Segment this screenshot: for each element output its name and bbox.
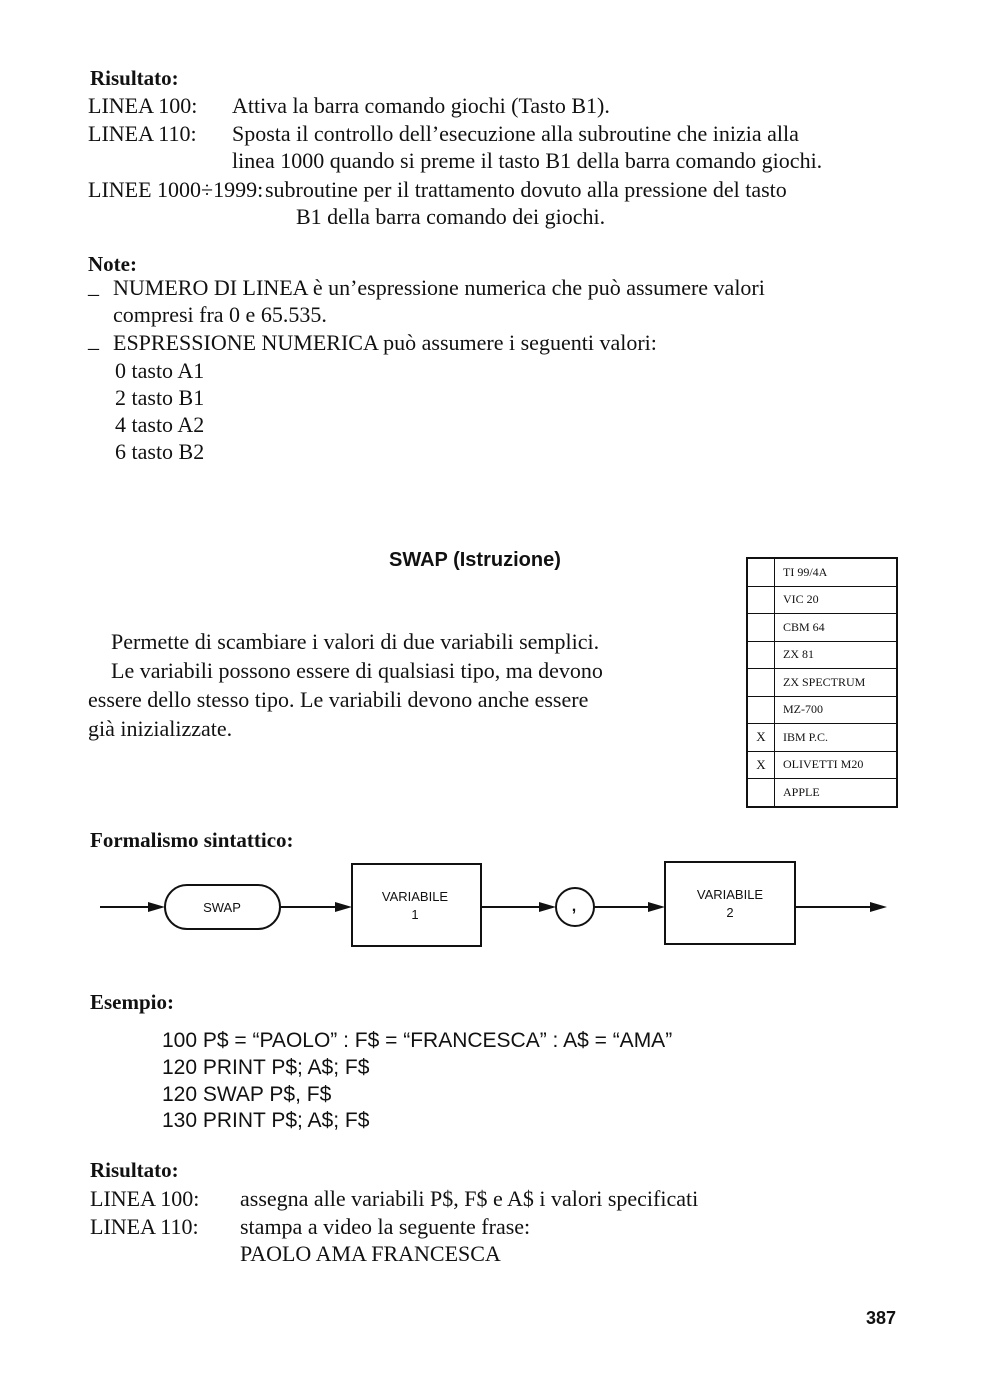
result-heading-bottom: Risultato: bbox=[90, 1158, 179, 1182]
code-line: 120 SWAP P$, F$ bbox=[162, 1083, 332, 1106]
computer-name: APPLE bbox=[775, 779, 898, 807]
compatibility-mark bbox=[747, 558, 775, 586]
result-text: Attiva la barra comando giochi (Tasto B1). bbox=[232, 93, 610, 118]
computer-name: ZX 81 bbox=[775, 641, 898, 669]
compatibility-mark bbox=[747, 641, 775, 669]
note-value: 2 tasto B1 bbox=[115, 385, 205, 410]
compatibility-mark bbox=[747, 614, 775, 642]
note-text: ESPRESSIONE NUMERICA può assumere i seguenti valori: bbox=[113, 330, 657, 355]
section-title: SWAP (Istruzione) bbox=[389, 549, 561, 571]
syntax-heading: Formalismo sintattico: bbox=[90, 828, 294, 852]
computer-name: ZX SPECTRUM bbox=[775, 669, 898, 697]
variable-2-label: VARIABILE bbox=[696, 887, 764, 902]
variable-1-label: VARIABILE bbox=[381, 889, 449, 904]
compatibility-row bbox=[747, 614, 897, 642]
code-line: 100 P$ = “PAOLO” : F$ = “FRANCESCA” : A$ = “AMA” bbox=[162, 1029, 673, 1052]
result-text: PAOLO AMA FRANCESCA bbox=[240, 1241, 501, 1266]
example-heading: Esempio: bbox=[90, 990, 174, 1014]
compatibility-mark bbox=[747, 586, 775, 614]
computer-name: TI 99/4A bbox=[775, 558, 898, 586]
variable-1-box bbox=[352, 864, 481, 946]
result-text: stampa a video la seguente frase: bbox=[240, 1214, 531, 1239]
code-line: 130 PRINT P$; A$; F$ bbox=[162, 1109, 370, 1132]
computer-name: VIC 20 bbox=[775, 586, 898, 614]
result-heading-top: Risultato: bbox=[90, 66, 179, 90]
result-text: Sposta il controllo dell’esecuzione alla subroutine che inizia alla bbox=[232, 121, 799, 146]
result-label: LINEA 110: bbox=[90, 1214, 199, 1239]
result-label: LINEA 110: bbox=[88, 121, 197, 146]
description-line: Permette di scambiare i valori di due variabili semplici. bbox=[111, 629, 600, 654]
result-text: assegna alle variabili P$, F$ e A$ i valori specificati bbox=[240, 1186, 699, 1211]
description-line: già inizializzate. bbox=[88, 716, 233, 741]
arrow-head bbox=[648, 902, 665, 912]
code-line: 120 PRINT P$; A$; F$ bbox=[162, 1056, 370, 1079]
keyword-label: SWAP bbox=[203, 900, 241, 915]
arrow-head bbox=[539, 902, 556, 912]
variable-2-index: 2 bbox=[726, 905, 734, 920]
compatibility-mark: X bbox=[747, 724, 775, 752]
result-text: B1 della barra comando dei giochi. bbox=[296, 204, 606, 229]
result-label: LINEE 1000÷1999: bbox=[88, 177, 264, 202]
compatibility-row bbox=[747, 641, 897, 669]
note-text: NUMERO DI LINEA è un’espressione numerica che può assumere valori bbox=[113, 275, 765, 300]
note-dash: _ bbox=[88, 327, 99, 352]
result-text: subroutine per il trattamento dovuto alla pressione del tasto bbox=[265, 177, 787, 202]
arrow-head bbox=[870, 902, 887, 912]
compatibility-mark bbox=[747, 696, 775, 724]
compatibility-row bbox=[747, 586, 897, 614]
arrow-head bbox=[335, 902, 352, 912]
page-number: 387 bbox=[866, 1308, 897, 1328]
arrow-head bbox=[148, 902, 165, 912]
description-line: Le variabili possono essere di qualsiasi tipo, ma devono bbox=[111, 658, 603, 683]
compatibility-row bbox=[747, 669, 897, 697]
note-value: 0 tasto A1 bbox=[115, 358, 205, 383]
computer-name: OLIVETTI M20 bbox=[775, 751, 898, 779]
result-text: linea 1000 quando si preme il tasto B1 della barra comando giochi. bbox=[232, 148, 823, 173]
compatibility-table bbox=[746, 557, 898, 808]
separator-label: , bbox=[571, 898, 577, 915]
note-value: 6 tasto B2 bbox=[115, 439, 205, 464]
description-line: essere dello stesso tipo. Le variabili devono anche essere bbox=[88, 687, 589, 712]
result-label: LINEA 100: bbox=[88, 93, 198, 118]
compatibility-row bbox=[747, 779, 897, 807]
note-text: compresi fra 0 e 65.535. bbox=[113, 302, 327, 327]
note-value: 4 tasto A2 bbox=[115, 412, 205, 437]
note-dash: _ bbox=[88, 273, 99, 298]
notes-heading: Note: bbox=[88, 252, 137, 276]
compatibility-mark bbox=[747, 669, 775, 697]
syntax-diagram bbox=[0, 850, 988, 960]
computer-name: CBM 64 bbox=[775, 614, 898, 642]
computer-name: MZ-700 bbox=[775, 696, 898, 724]
compatibility-mark: X bbox=[747, 751, 775, 779]
compatibility-row bbox=[747, 558, 897, 586]
variable-1-index: 1 bbox=[411, 907, 419, 922]
compatibility-mark bbox=[747, 779, 775, 807]
compatibility-row bbox=[747, 724, 897, 752]
compatibility-row bbox=[747, 751, 897, 779]
result-label: LINEA 100: bbox=[90, 1186, 200, 1211]
computer-name: IBM P.C. bbox=[775, 724, 898, 752]
variable-2-box bbox=[665, 862, 795, 944]
compatibility-row bbox=[747, 696, 897, 724]
